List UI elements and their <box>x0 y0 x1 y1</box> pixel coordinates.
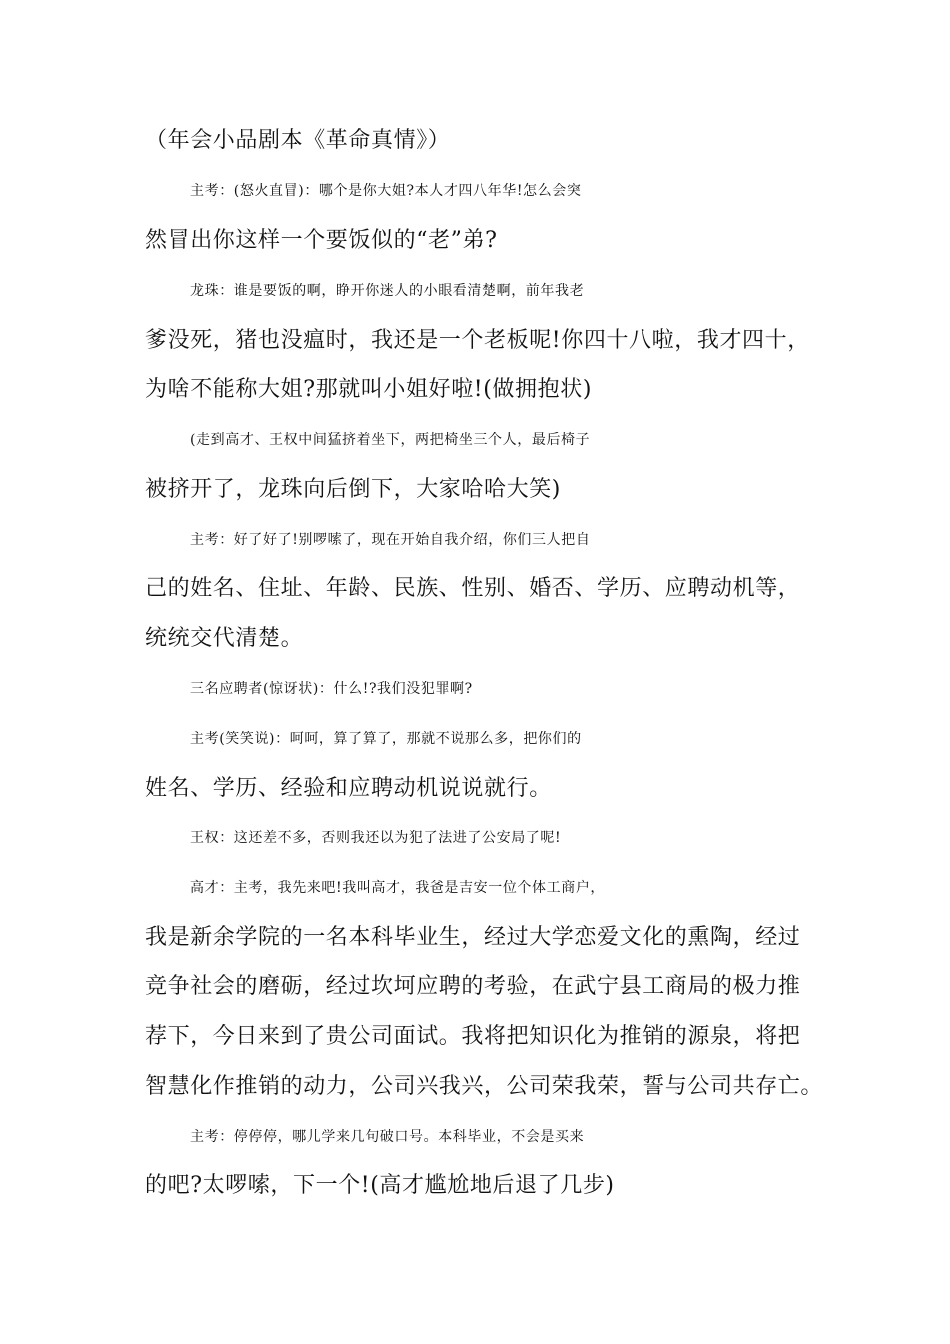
text-line: 主考：停停停，哪儿学来几句破口号。本科毕业，不会是买来 <box>190 1129 585 1145</box>
text-line: 的吧?太啰嗦，下一个!(高才尴尬地后退了几步) <box>145 1173 615 1198</box>
text-line: 姓名、学历、经验和应聘动机说说就行。 <box>145 776 552 801</box>
text-line: 主考(笑笑说)：呵呵，算了算了，那就不说那么多，把你们的 <box>190 731 582 747</box>
text-line: 然冒出你这样一个要饭似的“老”弟? <box>145 228 498 253</box>
text-line: 为啥不能称大姐?那就叫小姐好啦!(做拥抱状) <box>145 377 593 402</box>
script-title: （年会小品剧本《革命真情》） <box>145 128 451 153</box>
text-line: 荐下，今日来到了贵公司面试。我将把知识化为推销的源泉，将把 <box>145 1024 801 1049</box>
text-line: (走到高才、王权中间猛挤着坐下，两把椅坐三个人，最后椅子 <box>190 432 591 448</box>
text-line: 高才：主考，我先来吧!我叫高才，我爸是吉安一位个体工商户， <box>190 880 606 896</box>
text-line: 三名应聘者(惊讶状)：什么!?我们没犯罪啊? <box>190 681 473 697</box>
text-line: 主考：好了好了!别啰嗦了，现在开始自我介绍，你们三人把自 <box>190 532 591 548</box>
text-line: 爹没死，猪也没瘟时，我还是一个老板呢!你四十八啦，我才四十， <box>145 328 810 353</box>
text-line: 龙珠：谁是要饭的啊，睁开你迷人的小眼看清楚啊，前年我老 <box>190 283 585 299</box>
text-line: 主考：(怒火直冒)：哪个是你大姐?本人才四八年华!怎么会突 <box>190 183 582 199</box>
text-line: 竞争社会的磨砺，经过坎坷应聘的考验，在武宁县工商局的极力推 <box>145 974 801 999</box>
text-line: 王权：这还差不多，否则我还以为犯了法进了公安局了呢! <box>190 830 562 846</box>
text-line: 被挤开了，龙珠向后倒下，大家哈哈大笑) <box>145 477 561 502</box>
text-line: 我是新余学院的一名本科毕业生，经过大学恋爱文化的熏陶，经过 <box>145 925 801 950</box>
text-line: 智慧化作推销的动力，公司兴我兴，公司荣我荣，誓与公司共存亡。 <box>145 1074 824 1099</box>
text-line: 统统交代清楚。 <box>145 626 304 651</box>
text-line: 己的姓名、住址、年龄、民族、性别、婚否、学历、应聘动机等， <box>145 576 801 601</box>
